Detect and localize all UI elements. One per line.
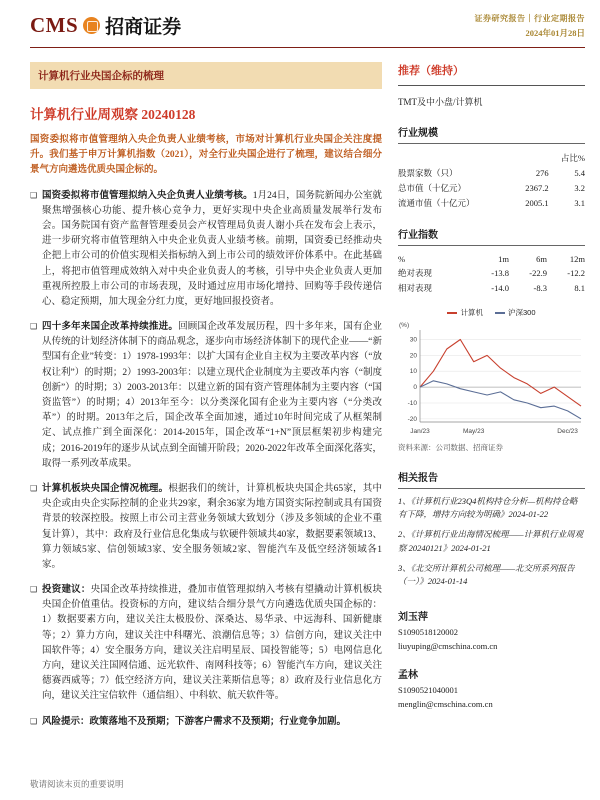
- header: [0, 0, 600, 45]
- report-date: 2024年01月28日: [525, 28, 585, 38]
- bullet-text: 1月24日，国务院新闻办公室就聚焦增强核心功能、提升核心竞争力，更好实现中央企业高质量发展举行发布会。国务院国有资产监督管理委员会产权管理局负责人谢小兵在发布会上表示，进一步研究将市值管理纳入中央企业负责人业绩考核。前期，国资委已经推动央企把上市公司的价值实现相关指标纳入到上市公司的绩效评价体系中。在此基础上，将把市值管理成效纳入对中央企业负责人的考核，引导中央企业负责人更加重视所控股上市公司的市场表现，及时通过应用市场化增持、回购等手段传递信心、稳定预期，加大现金分红力度，更好地回报投资者。: [42, 190, 382, 307]
- bullet-item-soe-reform: [30, 320, 382, 472]
- cms-logo-chinese: 招商证券: [105, 17, 182, 38]
- bullet-item-risk-warning: [30, 715, 382, 730]
- square-bullet-icon: ❑: [30, 716, 38, 726]
- row-value: 276: [535, 167, 549, 178]
- related-report-item: 3、《北交所计算机公司梳理——北交所系列报告（一）》2024-01-14: [398, 562, 575, 586]
- main-column: [30, 62, 382, 730]
- table-row: [398, 180, 585, 195]
- table-row: [398, 195, 585, 210]
- row-label: 总市值（十亿元）: [398, 182, 467, 193]
- svg-text:Jan/23: Jan/23: [410, 428, 430, 435]
- section-title-industry-scale: 行业规模: [398, 124, 585, 144]
- square-bullet-icon: ❑: [30, 585, 38, 595]
- chart-legend: [398, 307, 585, 318]
- row-pct: 3.1: [574, 197, 585, 208]
- industry-chart-svg: [398, 320, 585, 436]
- page-title: 计算机行业周观察 20240128: [30, 107, 196, 122]
- row-12m: 8.1: [574, 282, 585, 293]
- series-banner: 计算机行业央国企标的梳理: [30, 62, 382, 89]
- legend-item: [495, 307, 536, 318]
- row-label: 绝对表现: [398, 267, 433, 278]
- svg-text:30: 30: [409, 336, 417, 344]
- svg-text:20: 20: [409, 352, 417, 360]
- analyst-card: [398, 666, 585, 711]
- svg-text:(%): (%): [399, 322, 410, 329]
- analyst-email[interactable]: menglin@cmschina.com.cn: [398, 698, 493, 709]
- analyst-block: [398, 608, 585, 711]
- row-pct: 5.4: [574, 167, 585, 178]
- bullet-lead: 国资委拟将市值管理拟纳入央企负责人业绩考核。: [42, 190, 253, 201]
- bullet-item-market-cap: [30, 189, 382, 311]
- bullet-lead: 计算机板块央国企情况梳理。: [42, 483, 169, 494]
- section-title-related-reports: 相关报告: [398, 469, 585, 489]
- brand-logo: [30, 12, 181, 39]
- bullet-text: 根据我们的统计，计算机板块央国企共65家，其中央企或由央企实际控制的企业共29家，剩余36家为地方国资实际控制或具有国资背景的较深控股。按照上市公司主营业务领域大致划分（涉及多领域的企业不重复计算），其中：政府及行业信息化集成与软硬件领域共40家，数据要素领域13、算力领域5家、信创领域3家、安全服务领域2家、智能汽车及低空经济领域各1家。: [42, 483, 382, 570]
- sidebar: [398, 62, 585, 724]
- analyst-name: 刘玉萍: [398, 612, 428, 624]
- svg-text:May/23: May/23: [463, 428, 485, 435]
- legend-swatch: [495, 312, 505, 314]
- col-header: 6m: [536, 253, 547, 264]
- table-row: [398, 165, 585, 180]
- row-value: 2367.2: [525, 182, 549, 193]
- svg-text:-20: -20: [407, 415, 417, 423]
- analyst-email[interactable]: liuyuping@cmschina.com.cn: [398, 640, 498, 651]
- row-value: 2005.1: [525, 197, 549, 208]
- square-bullet-icon: ❑: [30, 190, 38, 200]
- rating-badge: 推荐（维持）: [398, 62, 585, 86]
- bullet-text: 央国企改革持续推进，叠加市值管理拟纳入考核有望撬动计算机板块央国企价值重估。投资标的方向，建议结合细分景气方向遴选优质央国企标的：1）数据要素方向，建议关注太极股份、深桑达、易华录、中远海科、国新健康等；2）算力方向，建议关注中科曙光、浪潮信息等；3）信创方向，建议关注中国软件等；4）安全服务方向，建议关注启明星辰、国投智能等；5）电网信息化方向，建议关注国网信通、远光软件、南网科技等；6）智能汽车方向，建议关注德赛西威等；7）低空经济方向，建议关注莱斯信息等；8）政府及行业信息化方向，建议关注宝信软件（通信组）、中科软、航天软件等。: [42, 585, 382, 702]
- legend-item: [447, 307, 483, 318]
- analyst-card: [398, 608, 585, 653]
- header-meta: [475, 13, 586, 39]
- industry-index-table: [398, 252, 585, 295]
- cms-seal-icon: [83, 17, 100, 34]
- bullet-item-investment-advice: [30, 583, 382, 705]
- table-header-row: [398, 252, 585, 265]
- bullet-lead: 风险提示：政策落地不及预期；下游客户需求不及预期；行业竞争加剧。: [42, 716, 347, 727]
- row-1m: -14.0: [491, 282, 509, 293]
- analyst-name: 孟林: [398, 670, 418, 682]
- legend-label: 沪深300: [507, 308, 536, 317]
- row-pct: 3.2: [574, 182, 585, 193]
- table-row: [398, 280, 585, 295]
- industry-performance-chart: [398, 307, 585, 436]
- footer-disclaimer: 敬请阅读末页的重要说明: [30, 779, 124, 789]
- col-header: 1m: [498, 253, 509, 264]
- bullet-lead: 四十多年来国企改革持续推进。: [42, 322, 179, 333]
- col-header: 12m: [569, 253, 585, 264]
- row-1m: -13.8: [491, 267, 509, 278]
- industry-scale-table: [398, 150, 585, 210]
- bullet-text: 回顾国企改革发展历程，四十多年来，国有企业从传统的计划经济体制下的商品观念，逐步向市场经济体制下的现代企业——“新型国有企业”转变：1）1978-1993年：以扩大国有企业自主权为主要改革内容（“放权让利”）的时期；2）1993-2003年：以建立现代企业制度为主要改革内容（“制度创新”）的时期；3）2003-2013年：以建立新的国有资产管理体制为主要内容（“国资监管”）的时期；4）2013年至今：以分类深化国有企业为主要内容（“分类改革”）的时期。2013年之后，国企改革全面加速，通过10年时间完成了从框架制定、试点推广到全面深化：2014-2015年，国企改革“1+N”顶层框架初步构建完成；2016-2019年的逐步从试点到全面铺开阶段；2020-2022年改革全面深化落实，取得一系列改革成果。: [42, 322, 382, 469]
- related-report-item: 2、《计算机行业出海情况梳理——计算机行业周观察 20240121》2024-01-21: [398, 529, 584, 553]
- row-6m: -22.9: [529, 267, 547, 278]
- svg-text:0: 0: [413, 384, 417, 392]
- pct-column-header: 占比%: [560, 152, 585, 163]
- square-bullet-icon: ❑: [30, 483, 38, 493]
- legend-swatch: [447, 312, 457, 314]
- analyst-cert: S1090518120002: [398, 627, 458, 638]
- row-label: 相对表现: [398, 282, 433, 293]
- related-report-item: 1、《计算机行业23Q4机构持仓分析—机构持仓略有下降，增持方向较为明确》2024-01-22: [398, 496, 578, 520]
- row-label: 流通市值（十亿元）: [398, 197, 475, 208]
- bullet-lead: 投资建议：: [42, 585, 91, 596]
- analyst-cert: S1090521040001: [398, 685, 458, 696]
- svg-text:-10: -10: [407, 399, 417, 407]
- section-title-industry-index: 行业指数: [398, 226, 585, 246]
- report-type-label: 证券研究报告｜行业定期报告: [474, 14, 585, 23]
- chart-source-note: 资料来源：公司数据、招商证券: [398, 443, 503, 452]
- row-12m: -12.2: [567, 267, 585, 278]
- legend-label: 计算机: [460, 308, 483, 317]
- square-bullet-icon: ❑: [30, 322, 38, 332]
- cms-logo-text: CMS: [30, 13, 79, 37]
- content: [0, 48, 600, 730]
- svg-text:Dec/23: Dec/23: [557, 428, 578, 435]
- table-header-row: [398, 150, 585, 165]
- col-header: %: [398, 253, 406, 264]
- row-6m: -8.3: [533, 282, 547, 293]
- svg-text:10: 10: [409, 368, 417, 376]
- bullet-item-sector-overview: [30, 482, 382, 573]
- table-row: [398, 265, 585, 280]
- abstract-paragraph: 国资委拟将市值管理纳入央企负责人业绩考核，市场对计算机行业央国企关注度提升。我们基于申万计算机指数（2021），对全行业央国企进行了梳理，建议结合细分景气方向遴选优质央国企标的。: [30, 135, 382, 176]
- industry-label: TMT及中小盘/计算机: [398, 97, 483, 107]
- row-label: 股票家数（只）: [398, 167, 458, 178]
